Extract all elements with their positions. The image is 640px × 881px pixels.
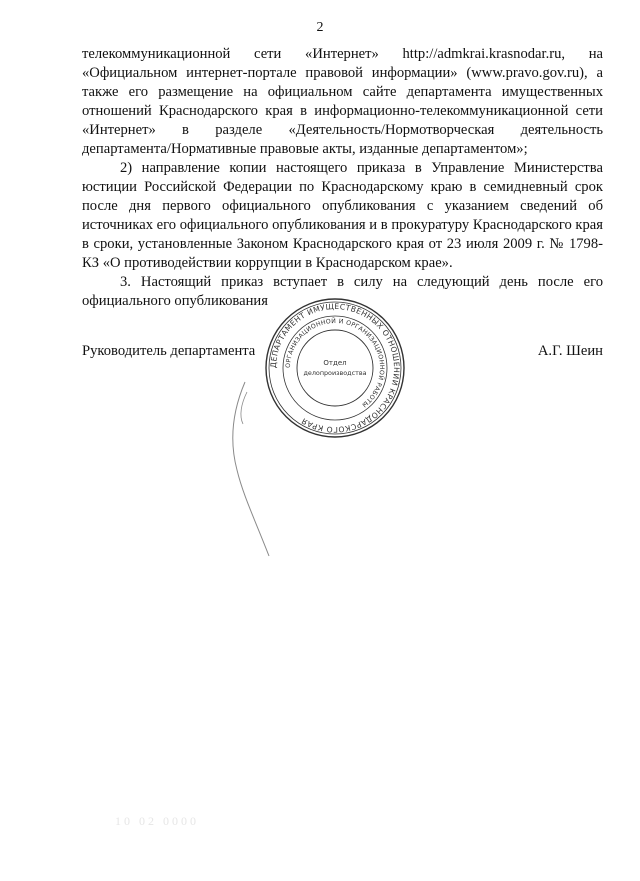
seal-center-line-1: Отдел: [323, 359, 347, 367]
document-body: [82, 45, 603, 311]
seal-center-line-2: делопроизводства: [303, 369, 367, 377]
paragraph-3: 3. Настоящий приказ вступает в силу на следующий день после его официального опубликования: [82, 274, 603, 309]
official-seal: [264, 297, 406, 439]
signatory-role: Руководитель департамента: [82, 343, 256, 359]
paragraph-2: 2) направление копии настоящего приказа в Управление Министерства юстиции Российской Федерации по Краснодарскому краю в семидневный срок после дня первого официального опубликования с указанием сведений об источниках его официального опубликования и в прокуратуру Краснодарского края в сроки, установленные Законом Краснодарского края от 23 июля 2009 г. № 1798-КЗ «О противодействии коррупции в Краснодарском крае».: [82, 160, 603, 271]
page-number: 2: [316, 20, 324, 35]
signatory-name: А.Г. Шеин: [537, 343, 603, 359]
seal-outer-text-path: ДЕПАРТАМЕНТ ИМУЩЕСТВЕННЫХ ОТНОШЕНИЙ КРАСНОДАРСКОГО КРАЯ: [268, 301, 402, 435]
paragraph-1: телекоммуникационной сети «Интернет» http://admkrai.krasnodar.ru, на «Официальном интернет-портале правовой информации» (www.pravo.gov.ru), а также его размещение на официальном сайте департамента имущественных отношений Краснодарского края в информационно-телекоммуникационной сети «Интернет» в разделе «Деятельность/Нормотворческая деятельность департамента/Нормативные правовые акты, изданные департаментом»;: [82, 46, 603, 157]
faint-stamp-mark: 10 02 0000: [115, 814, 199, 828]
seal-inner-text-path: ОРГАНИЗАЦИОННОЙ И ОРГАНИЗАЦИОННОЙ РАБОТЫ: [284, 317, 386, 409]
